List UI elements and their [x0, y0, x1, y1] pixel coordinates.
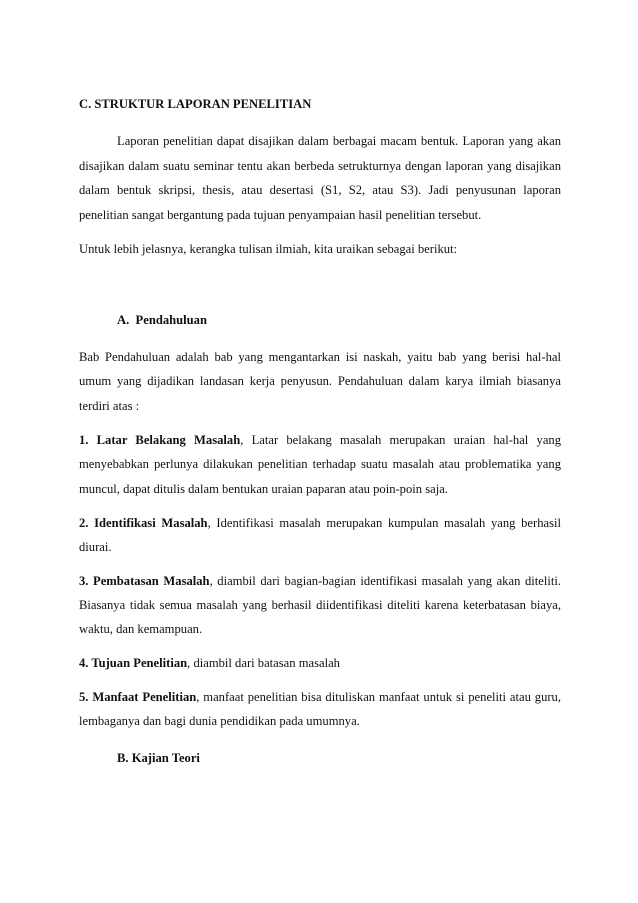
section-a-label: A.: [117, 313, 130, 327]
intro-line-1: Laporan penelitian dapat disajikan dalam berbagai macam bentuk. Laporan yang akan: [117, 134, 561, 148]
outline-intro: Untuk lebih jelasnya, kerangka tulisan ilmiah, kita uraikan sebagai berikut:: [79, 242, 458, 256]
intro-line-3: dalam bentuk skripsi, thesis, atau desertasi (S1, S2, atau S3). Jadi penyusunan laporan: [79, 183, 561, 197]
item-1-line-2: menyebabkan perlunya dilakukan penelitian terhadap suatu masalah atau problematika yang: [79, 457, 561, 471]
item-3-line-2: Biasanya tidak semua masalah yang berhasil diidentifikasi diteliti karena keterbatasan biaya,: [79, 598, 561, 612]
item-3-line-1: [79, 573, 561, 589]
pendahuluan-line-1: Bab Pendahuluan adalah bab yang mengantarkan isi naskah, yaitu bab yang berisi hal-hal: [79, 350, 561, 364]
item-2-line-2: diurai.: [79, 540, 112, 554]
item-1-term: 1. Latar Belakang Masalah: [79, 433, 241, 447]
section-b-title: B. Kajian Teori: [117, 751, 200, 765]
section-b-heading: [79, 750, 599, 766]
item-1-rest: , Latar belakang masalah merupakan uraian hal-hal yang: [240, 433, 562, 447]
item-2-term: 2. Identifikasi Masalah: [79, 516, 208, 530]
item-3-line-3: waktu, dan kemampuan.: [79, 622, 203, 636]
item-2-line-1: [79, 515, 561, 531]
item-1-line-3: muncul, dapat ditulis dalam bentukan uraian paparan atau poin-poin saja.: [79, 482, 448, 496]
item-4-term: 4. Tujuan Penelitian: [79, 656, 188, 670]
section-title: [79, 96, 561, 112]
item-4-rest: , diambil dari batasan masalah: [187, 656, 340, 670]
intro-line-4: penelitian sangat bergantung pada tujuan penyampaian hasil penelitian tersebut.: [79, 208, 482, 222]
section-a-heading: [79, 312, 599, 328]
item-5-rest: , manfaat penelitian bisa dituliskan manfaat untuk si peneliti atau guru,: [196, 690, 562, 704]
intro-line-2: disajikan dalam suatu seminar tentu akan berbeda setrukturnya dengan laporan yang disajikan: [79, 159, 561, 173]
item-5-term: 5. Manfaat Penelitian: [79, 690, 197, 704]
item-2-rest: , Identifikasi masalah merupakan kumpulan masalah yang berhasil: [207, 516, 561, 530]
item-1-line-1: [79, 432, 561, 448]
section-a-title: Pendahuluan: [135, 313, 207, 327]
item-5-line-2: lembaganya dan bagi dunia pendidikan pada umumnya.: [79, 714, 360, 728]
pendahuluan-line-3: terdiri atas :: [79, 399, 140, 413]
item-3-rest: , diambil dari bagian-bagian identifikasi masalah yang akan diteliti.: [209, 574, 561, 588]
section-title-text: C. STRUKTUR LAPORAN PENELITIAN: [79, 97, 312, 111]
item-4-line-1: [79, 655, 561, 671]
item-3-term: 3. Pembatasan Masalah: [79, 574, 210, 588]
item-5-line-1: [79, 689, 561, 705]
pendahuluan-line-2: umum yang dijadikan landasan kerja penyusun. Pendahuluan dalam karya ilmiah biasanya: [79, 374, 561, 388]
